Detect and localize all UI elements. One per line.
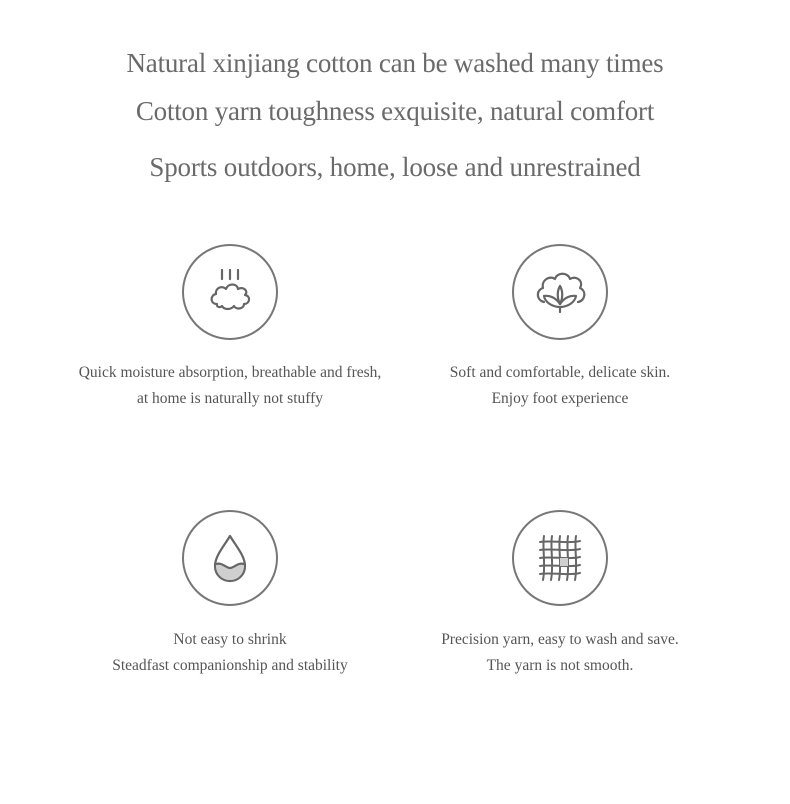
feature-caption <box>45 627 415 679</box>
feature-caption <box>375 627 745 679</box>
feature-soft <box>375 244 745 412</box>
caption-line-2: Steadfast companionship and stability <box>112 657 348 674</box>
feature-caption <box>375 360 745 412</box>
feature-caption <box>45 360 415 412</box>
feature-precision-yarn <box>375 510 745 679</box>
feature-breathable <box>45 244 415 412</box>
water-drop-icon <box>182 510 278 606</box>
caption-line-2: The yarn is not smooth. <box>486 657 634 674</box>
steam-cloud-icon <box>182 244 278 340</box>
caption-line-1: Precision yarn, easy to wash and save. <box>441 631 679 648</box>
caption-line-1: Soft and comfortable, delicate skin. <box>449 364 671 381</box>
headline-3: Sports outdoors, home, loose and unrestrained <box>149 152 641 182</box>
cotton-boll-icon <box>512 244 608 340</box>
caption-line-1: Not easy to shrink <box>173 631 287 648</box>
headline-2: Cotton yarn toughness exquisite, natural comfort <box>135 96 655 126</box>
caption-line-2: Enjoy foot experience <box>491 390 629 407</box>
headline-1: Natural xinjiang cotton can be washed many times <box>126 48 664 78</box>
caption-line-2: at home is naturally not stuffy <box>136 390 324 407</box>
yarn-mesh-icon <box>512 510 608 606</box>
caption-line-1: Quick moisture absorption, breathable and fresh, <box>78 364 382 381</box>
feature-no-shrink <box>45 510 415 679</box>
